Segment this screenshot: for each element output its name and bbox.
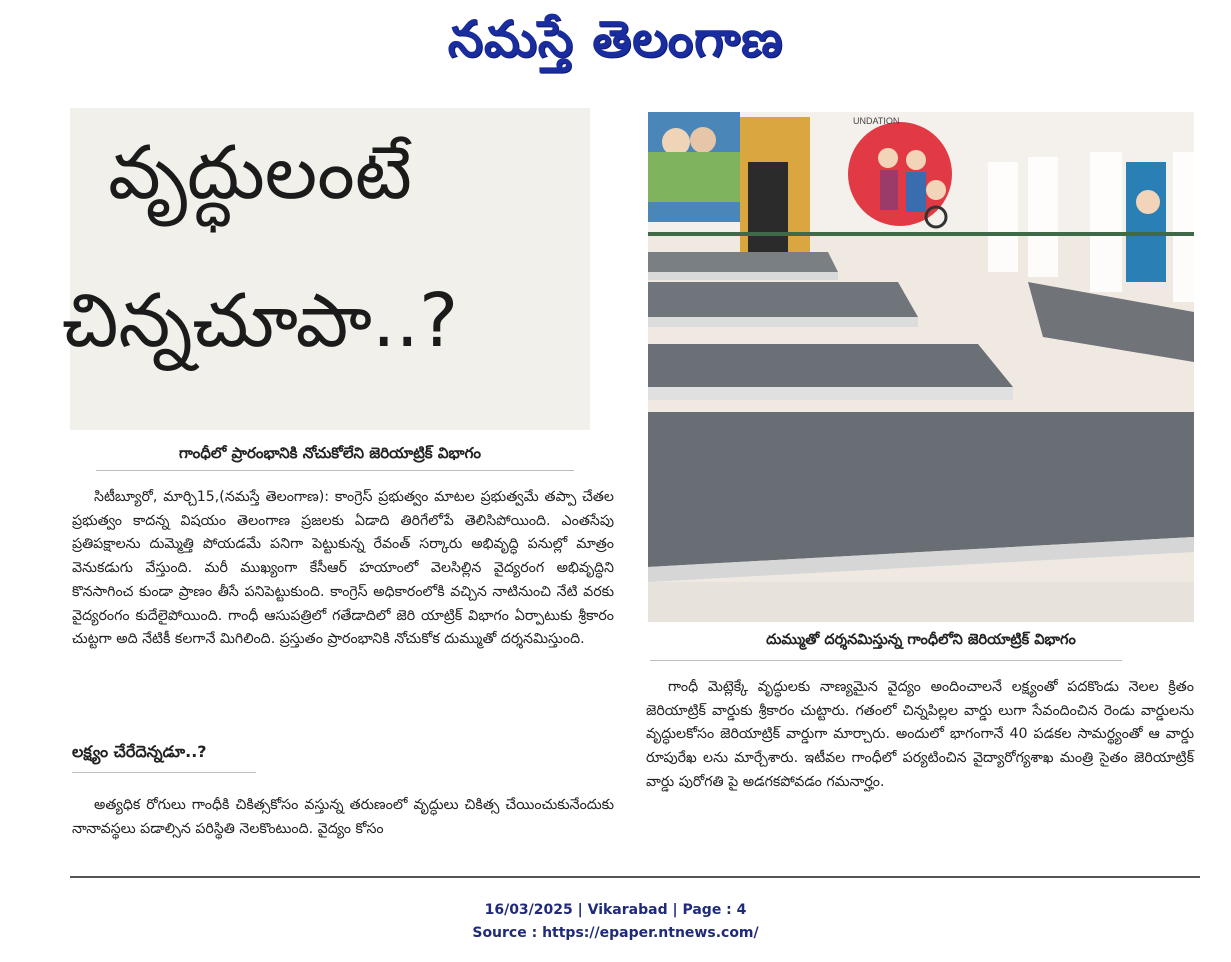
article-paragraph-3: గాంధీ మెట్లెక్కే వృద్ధులకు నాణ్యమైన వైద్యం అందించాలనే లక్ష్యంతో పదకొండు నెలల క్రితం జెరియాట్రిక్‌ వార్డుకు శ్రీకారం చుట్టారు. గతంలో చిన్నపిల్లల వార్డు లుగా సేవందించిన రెండు వార్డులను వృద్ధులకోసం జెరియాట్రిక్‌ వార్డుగా మార్చారు. అందులో భాగంగానే 40 పడకల సామర్థ్యంతో ఆ వార్డు రూపురేఖ లను మార్చేశారు. ఇటీవల గాంధీలో పర్యటించిన వైద్యారోగ్యశాఖ మంత్రి సైతం జెరియాట్రిక్‌ వార్డు పురోగతి పై అడగకపోవడం గమనార్హం. <box>646 679 1194 790</box>
article-subheading: లక్ష్యం చేరేదెన్నడూ..? <box>72 742 207 761</box>
article-paragraph-1: సిటీబ్యూరో, మార్చి15,(నమస్తే తెలంగాణ): కాంగ్రెస్‌ ప్రభుత్వం మాటల ప్రభుత్వమే తప్పా చేతల ప్రభుత్వం కాదన్న విషయం తెలంగాణ ప్రజలకు ఏడాది తిరిగేలోపే తెలిసిపోయింది. ఎంతసేపు ప్రతిపక్షాలను దుమ్మెత్తి పోయడమే పనిగా పెట్టుకున్న రేవంత్‌ సర్కారు అభివృద్ధి పనుల్లో మాత్రం వెనుకడుగు వేస్తుంది. మరీ ముఖ్యంగా కేసీఆర్‌ హయాంలో వెలసిల్లిన వైద్యరంగ అభివృద్ధిని కొనసాగించ కుండా ప్రాణం తీసే పనిపెట్టుకుంది. కాంగ్రెస్‌ అధికారంలోకి వచ్చిన నాటినుంచి నేటి వరకు వైద్యరంగం కుదేలైపోయింది. గాంధీ ఆసుపత్రిలో గతేడాదిలో జెరి యాట్రిక్‌ విభాగం ఏర్పాటుకు శ్రీకారం చుట్టగా అది నేటికీ కలగానే మిగిలింది. ప్రస్తుతం ప్రారంభానికి నోచుకోక దుమ్ముతో దర్శనమిస్తుంది. <box>72 489 614 648</box>
masthead-logo: నమస్తే తెలంగాణ <box>447 10 784 68</box>
subhead-divider <box>96 470 574 471</box>
article-photo <box>648 112 1194 622</box>
article-subhead: గాంధీలో ప్రారంభానికి నోచుకోలేని జెరియాట్రిక్‌ విభాగం <box>179 444 481 462</box>
page-bottom-rule <box>70 876 1200 878</box>
ward-photo-illustration <box>648 112 1194 622</box>
headline-line-2: చిన్నచూపా..? <box>61 278 459 364</box>
headline-line-1: వృద్ధులంటే <box>108 130 412 216</box>
photo-caption: దుమ్ముతో దర్శనమిస్తున్న గాంధీలోని జెరియాట్రిక్‌ విభాగం <box>766 632 1076 648</box>
caption-divider <box>650 660 1122 661</box>
subheading-underline <box>72 772 256 773</box>
article-paragraph-2: అత్యధిక రోగులు గాంధీకి చికిత్సకోసం వస్తున్న తరుణంలో వృద్ధులు చికిత్స చేయించుకునేందుకు నానావస్థలు పడాల్సిన పరిస్థితి నెలకొంటుంది. వైద్యం కోసం <box>72 797 614 837</box>
footer-date-edition: 16/03/2025 | Vikarabad | Page : 4 <box>484 902 747 918</box>
footer-source: Source : https://epaper.ntnews.com/ <box>472 925 759 941</box>
photo-wall-sign: UNDATION <box>853 116 900 126</box>
